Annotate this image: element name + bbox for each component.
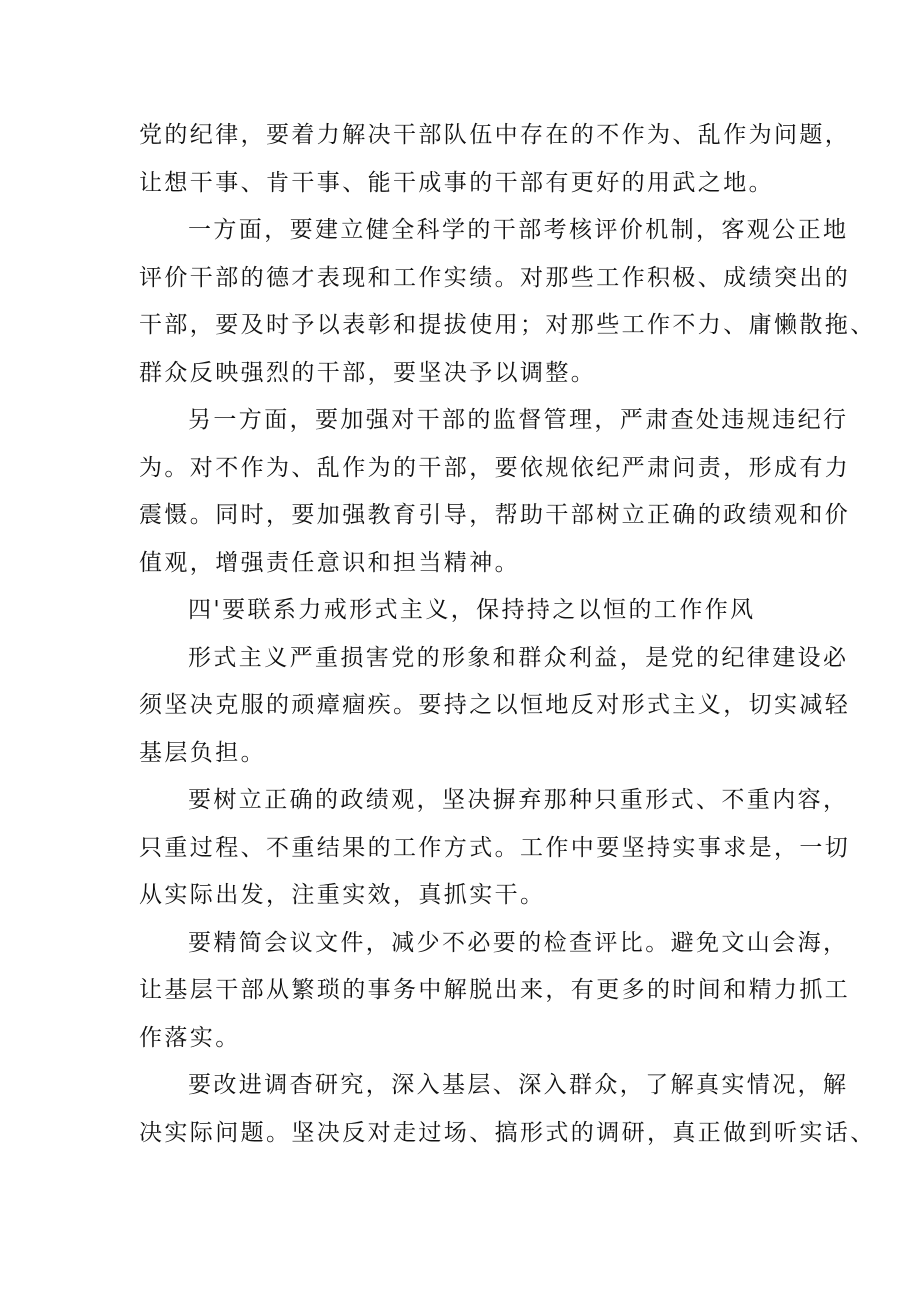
paragraph-evaluation-mechanism <box>139 207 876 397</box>
text-line: 评价干部的德才表现和工作实绩。对那些工作积极、成绩突出的 <box>139 264 851 291</box>
paragraph-formalism-harm <box>139 635 851 778</box>
text-line: 群众反映强烈的干部，要坚决予以调整。 <box>139 359 597 386</box>
text-line: 作落实。 <box>139 1024 241 1051</box>
text-line: 另一方面，要加强对干部的监督管理，严肃查处违规违纪行 <box>188 407 849 433</box>
text-line: 震慑。同时，要加强教育引导，帮助干部树立正确的政绩观和价 <box>139 502 851 528</box>
text-line: 一方面，要建立健全科学的干部考核评价机制，客观公正地 <box>188 217 849 243</box>
text-line: 要改进调杳研究，深入基层、深入群众，了解真实情况，解 <box>188 1072 849 1098</box>
text-line: 要精简会议文件，减少不必要的检查评比。避免文山会海， <box>188 929 849 956</box>
text-line: 干部，要及时予以表彰和提拔使用；对那些工作不力、庸懒散拖、 <box>139 312 876 338</box>
text-line: 让想干事、肯干事、能干成事的干部有更好的用武之地。 <box>139 169 774 196</box>
text-line: 为。对不作为、乱作为的干部，要依规依纪严肃问责，形成有力 <box>139 454 851 481</box>
document-body <box>139 112 876 1157</box>
text-line: 须坚决克服的顽瘴痼疾。要持之以恒地反对形式主义，切实减轻 <box>139 692 851 718</box>
text-line: 值观，增强责任意识和担当精神。 <box>139 549 520 576</box>
text-line: 从实际出发，注重实效，真抓实干。 <box>139 882 546 908</box>
text-line: 党的纪律，要着力解决干部队伍中存在的不作为、乱作为问题， <box>139 122 851 148</box>
text-line: 要树立正确的政绩观，坚决摒弃那种只重形式、不重内容， <box>188 787 849 813</box>
paragraph-performance-view <box>139 777 851 920</box>
paragraph-research <box>139 1062 876 1157</box>
section-heading-four: 四'要联系力戒形式主义，保持持之以恒的工作作风 <box>188 597 756 623</box>
text-line: 让基层干部从繁琐的事务中解脱出来，有更多的时间和精力抓工 <box>139 977 851 1003</box>
text-line: 形式主义严重损害党的形象和群众利益，是党的纪律建设必 <box>188 644 849 671</box>
paragraph-discipline-continuation <box>139 112 851 207</box>
text-line: 决实际问题。坚决反对走过场、搞形式的调研，真正做到听实话、 <box>139 1119 876 1146</box>
paragraph-streamline-meetings <box>139 920 851 1063</box>
paragraph-supervision <box>139 397 851 587</box>
text-line: 只重过程、不重结果的工作方式。工作中要坚持实事求是，一切 <box>139 834 851 861</box>
text-line: 基层负担。 <box>139 739 266 766</box>
